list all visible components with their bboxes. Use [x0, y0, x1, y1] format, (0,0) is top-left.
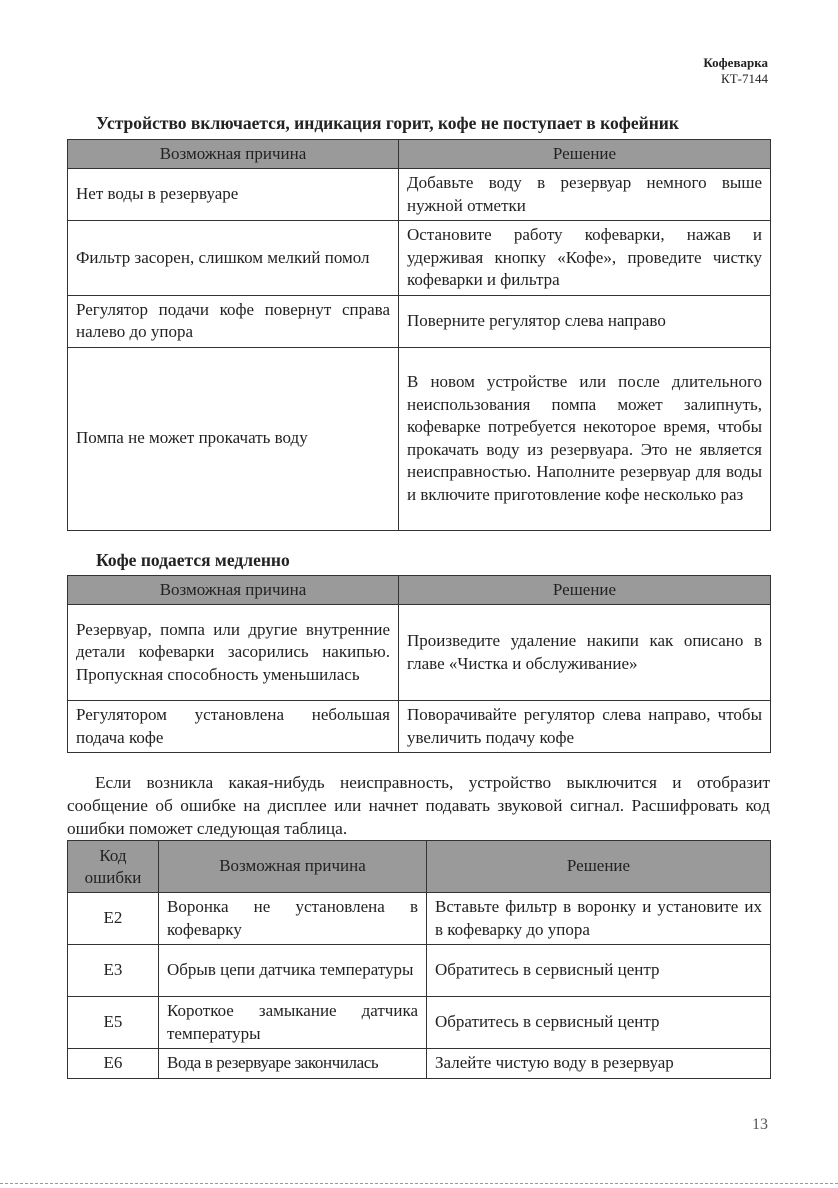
table-row [68, 701, 771, 753]
column-header-cause: Возможная причина [68, 576, 399, 605]
solution-cell: Обратитесь в сервисный центр [427, 945, 771, 997]
column-header-code: Код ошибки [68, 841, 159, 893]
solution-cell: Поворачивайте регулятор слева направо, чтобы увеличить подачу кофе [399, 701, 771, 753]
error-codes-table [67, 840, 771, 1079]
troubleshooting-table-no-coffee [67, 139, 771, 531]
model-number: КТ-7144 [721, 71, 768, 86]
document-title: Кофеварка [703, 55, 768, 70]
table-row [68, 605, 771, 701]
error-code-cell: E2 [68, 893, 159, 945]
solution-cell: Обратитесь в сервисный центр [427, 997, 771, 1049]
cause-cell: Резервуар, помпа или другие внутренние детали кофеварки засорились накипью. Пропускная способность уменьшилась [68, 605, 399, 701]
cause-cell: Помпа не может прокачать воду [68, 347, 399, 530]
solution-cell: Залейте чистую воду в резервуар [427, 1049, 771, 1079]
cause-cell: Короткое замыкание датчика температуры [159, 997, 427, 1049]
table-row [68, 169, 771, 221]
column-header-solution: Решение [399, 576, 771, 605]
solution-cell: В новом устройстве или после длительного неиспользования помпа может залипнуть, кофеварке потребуется некоторое время, чтобы прокачать воду из резервуара. Это не является неисправностью. Наполните резервуар для воды и включите приготовление кофе несколько раз [399, 347, 771, 530]
solution-cell: Вставьте фильтр в воронку и установите их в кофеварку до упора [427, 893, 771, 945]
table-row [68, 347, 771, 530]
column-header-cause: Возможная причина [159, 841, 427, 893]
table-row [68, 295, 771, 347]
table-header-row [68, 841, 771, 893]
cause-cell: Регулятор подачи кофе повернут справа налево до упора [68, 295, 399, 347]
page-header [703, 55, 768, 87]
section-heading-slow-coffee: Кофе подается медленно [96, 550, 290, 570]
error-code-cell: E5 [68, 997, 159, 1049]
solution-cell: Добавьте воду в резервуар немного выше нужной отметки [399, 169, 771, 221]
troubleshooting-table-slow-coffee [67, 575, 771, 753]
table-row [68, 221, 771, 296]
error-code-cell: E6 [68, 1049, 159, 1079]
column-header-solution: Решение [399, 140, 771, 169]
section-heading-no-coffee: Устройство включается, индикация горит, кофе не поступает в кофейник [96, 113, 679, 133]
cause-cell: Регулятором установлена небольшая подача кофе [68, 701, 399, 753]
table-row [68, 1049, 771, 1079]
column-header-solution: Решение [427, 841, 771, 893]
cause-cell: Воронка не установлена в кофеварку [159, 893, 427, 945]
table-header-row [68, 576, 771, 605]
solution-cell: Остановите работу кофеварки, нажав и удерживая кнопку «Кофе», проведите чистку кофеварки и фильтра [399, 221, 771, 296]
cause-cell: Нет воды в резервуаре [68, 169, 399, 221]
table-row [68, 945, 771, 997]
page-number: 13 [752, 1116, 768, 1133]
error-code-cell: E3 [68, 945, 159, 997]
footer-divider [0, 1183, 838, 1184]
solution-cell: Поверните регулятор слева направо [399, 295, 771, 347]
column-header-cause: Возможная причина [68, 140, 399, 169]
solution-cell: Произведите удаление накипи как описано в главе «Чистка и обслуживание» [399, 605, 771, 701]
cause-cell: Обрыв цепи датчика температуры [159, 945, 427, 997]
cause-cell: Фильтр засорен, слишком мелкий помол [68, 221, 399, 296]
table-header-row [68, 140, 771, 169]
error-intro-paragraph: Если возникла какая-нибудь неисправность, устройство выключится и отобразит сообщение об ошибке на дисплее или начнет подавать звуковой сигнал. Расшифровать код ошибки поможет следующая таблица. [67, 773, 770, 838]
table-row [68, 997, 771, 1049]
cause-cell: Вода в резервуаре закончилась [159, 1049, 427, 1079]
table-row [68, 893, 771, 945]
